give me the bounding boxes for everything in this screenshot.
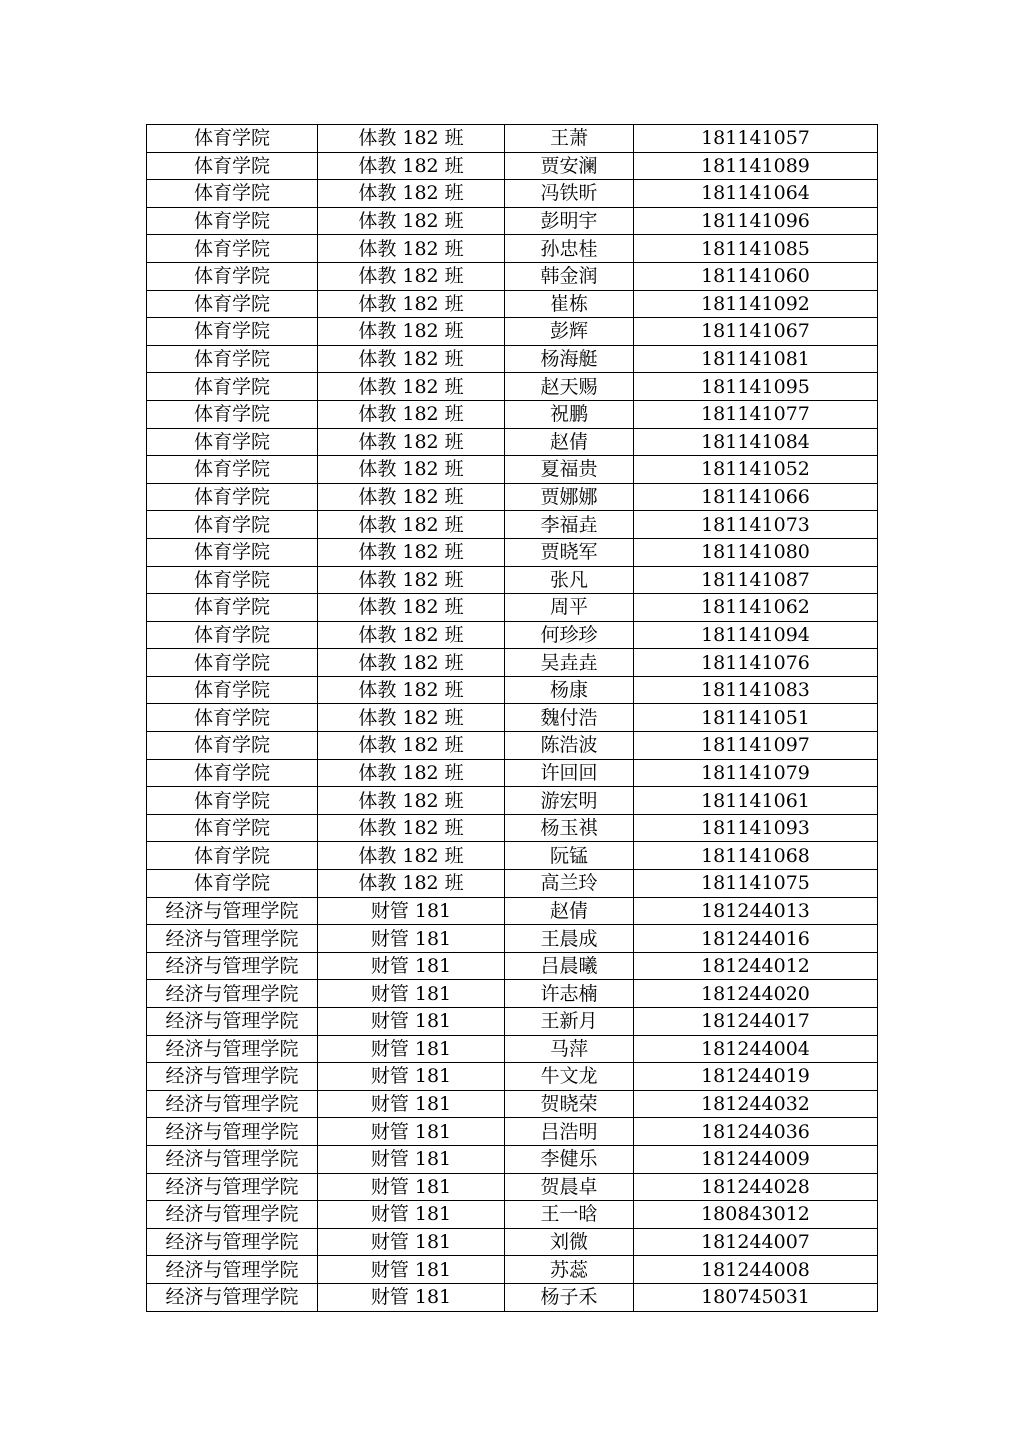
student-id-cell: 181141089 — [634, 152, 878, 180]
college-cell: 经济与管理学院 — [147, 1283, 318, 1311]
table-row — [147, 925, 878, 953]
class-cell: 财管 181 — [318, 1256, 505, 1284]
class-cell: 体教 182 班 — [318, 483, 505, 511]
student-name-cell: 许回回 — [505, 759, 634, 787]
table-row — [147, 428, 878, 456]
student-id-cell: 181244032 — [634, 1090, 878, 1118]
student-name-cell: 马萍 — [505, 1035, 634, 1063]
student-id-cell: 181244007 — [634, 1228, 878, 1256]
student-name-cell: 祝鹏 — [505, 400, 634, 428]
table-row — [147, 1008, 878, 1036]
student-id-cell: 181141076 — [634, 649, 878, 677]
college-cell: 体育学院 — [147, 262, 318, 290]
student-id-cell: 181244004 — [634, 1035, 878, 1063]
student-name-cell: 阮锰 — [505, 842, 634, 870]
college-cell: 经济与管理学院 — [147, 1256, 318, 1284]
class-cell: 财管 181 — [318, 1145, 505, 1173]
student-id-cell: 181244008 — [634, 1256, 878, 1284]
college-cell: 体育学院 — [147, 400, 318, 428]
table-row — [147, 952, 878, 980]
table-row — [147, 235, 878, 263]
table-row — [147, 1145, 878, 1173]
student-roster-table — [146, 124, 878, 1312]
student-id-cell: 181141087 — [634, 566, 878, 594]
student-id-cell: 181141052 — [634, 456, 878, 484]
student-name-cell: 刘微 — [505, 1228, 634, 1256]
class-cell: 体教 182 班 — [318, 125, 505, 153]
student-id-cell: 181141061 — [634, 787, 878, 815]
college-cell: 经济与管理学院 — [147, 1008, 318, 1036]
student-name-cell: 王一晗 — [505, 1201, 634, 1229]
college-cell: 体育学院 — [147, 345, 318, 373]
table-row — [147, 400, 878, 428]
class-cell: 财管 181 — [318, 1008, 505, 1036]
college-cell: 经济与管理学院 — [147, 1173, 318, 1201]
table-row — [147, 1228, 878, 1256]
student-name-cell: 杨玉祺 — [505, 814, 634, 842]
class-cell: 体教 182 班 — [318, 207, 505, 235]
class-cell: 财管 181 — [318, 897, 505, 925]
student-name-cell: 杨海艇 — [505, 345, 634, 373]
student-id-cell: 181244016 — [634, 925, 878, 953]
student-name-cell: 吕晨曦 — [505, 952, 634, 980]
class-cell: 财管 181 — [318, 1035, 505, 1063]
student-name-cell: 彭辉 — [505, 318, 634, 346]
table-row — [147, 1283, 878, 1311]
student-name-cell: 游宏明 — [505, 787, 634, 815]
table-row — [147, 290, 878, 318]
student-id-cell: 181244013 — [634, 897, 878, 925]
student-id-cell: 181141075 — [634, 870, 878, 898]
college-cell: 体育学院 — [147, 704, 318, 732]
student-name-cell: 崔栋 — [505, 290, 634, 318]
college-cell: 体育学院 — [147, 373, 318, 401]
student-name-cell: 杨康 — [505, 676, 634, 704]
table-row — [147, 842, 878, 870]
table-row — [147, 1173, 878, 1201]
table-row — [147, 456, 878, 484]
class-cell: 体教 182 班 — [318, 235, 505, 263]
student-id-cell: 181141073 — [634, 511, 878, 539]
student-name-cell: 张凡 — [505, 566, 634, 594]
college-cell: 体育学院 — [147, 483, 318, 511]
student-name-cell: 王萧 — [505, 125, 634, 153]
table-row — [147, 345, 878, 373]
college-cell: 体育学院 — [147, 125, 318, 153]
table-row — [147, 152, 878, 180]
student-name-cell: 赵倩 — [505, 897, 634, 925]
class-cell: 体教 182 班 — [318, 373, 505, 401]
table-row — [147, 1063, 878, 1091]
student-id-cell: 181141068 — [634, 842, 878, 870]
college-cell: 体育学院 — [147, 566, 318, 594]
table-row — [147, 980, 878, 1008]
college-cell: 体育学院 — [147, 621, 318, 649]
student-id-cell: 181141083 — [634, 676, 878, 704]
college-cell: 经济与管理学院 — [147, 925, 318, 953]
class-cell: 财管 181 — [318, 1118, 505, 1146]
student-id-cell: 181244019 — [634, 1063, 878, 1091]
student-name-cell: 王新月 — [505, 1008, 634, 1036]
class-cell: 体教 182 班 — [318, 870, 505, 898]
table-row — [147, 594, 878, 622]
college-cell: 体育学院 — [147, 207, 318, 235]
class-cell: 体教 182 班 — [318, 787, 505, 815]
college-cell: 体育学院 — [147, 759, 318, 787]
class-cell: 财管 181 — [318, 1090, 505, 1118]
student-id-cell: 181141095 — [634, 373, 878, 401]
college-cell: 体育学院 — [147, 511, 318, 539]
student-id-cell: 181141062 — [634, 594, 878, 622]
college-cell: 体育学院 — [147, 649, 318, 677]
college-cell: 体育学院 — [147, 235, 318, 263]
college-cell: 体育学院 — [147, 787, 318, 815]
student-name-cell: 贾安澜 — [505, 152, 634, 180]
class-cell: 体教 182 班 — [318, 345, 505, 373]
table-row — [147, 511, 878, 539]
student-id-cell: 180745031 — [634, 1283, 878, 1311]
student-id-cell: 181141064 — [634, 180, 878, 208]
table-row — [147, 704, 878, 732]
student-name-cell: 许志楠 — [505, 980, 634, 1008]
table-row — [147, 1035, 878, 1063]
college-cell: 经济与管理学院 — [147, 897, 318, 925]
class-cell: 体教 182 班 — [318, 262, 505, 290]
college-cell: 体育学院 — [147, 814, 318, 842]
table-row — [147, 759, 878, 787]
student-id-cell: 181244036 — [634, 1118, 878, 1146]
student-id-cell: 181141084 — [634, 428, 878, 456]
class-cell: 体教 182 班 — [318, 842, 505, 870]
student-id-cell: 181244012 — [634, 952, 878, 980]
student-id-cell: 181141094 — [634, 621, 878, 649]
student-name-cell: 冯铁昕 — [505, 180, 634, 208]
college-cell: 体育学院 — [147, 318, 318, 346]
class-cell: 体教 182 班 — [318, 511, 505, 539]
table-row — [147, 1201, 878, 1229]
student-name-cell: 高兰玲 — [505, 870, 634, 898]
student-id-cell: 181244009 — [634, 1145, 878, 1173]
table-row — [147, 621, 878, 649]
student-id-cell: 181141081 — [634, 345, 878, 373]
student-name-cell: 吴垚垚 — [505, 649, 634, 677]
student-id-cell: 181141066 — [634, 483, 878, 511]
student-id-cell: 181244017 — [634, 1008, 878, 1036]
class-cell: 财管 181 — [318, 1228, 505, 1256]
student-name-cell: 韩金润 — [505, 262, 634, 290]
student-name-cell: 李健乐 — [505, 1145, 634, 1173]
class-cell: 财管 181 — [318, 925, 505, 953]
student-name-cell: 夏福贵 — [505, 456, 634, 484]
college-cell: 经济与管理学院 — [147, 1145, 318, 1173]
table-row — [147, 1118, 878, 1146]
class-cell: 体教 182 班 — [318, 566, 505, 594]
student-name-cell: 陈浩波 — [505, 732, 634, 760]
college-cell: 体育学院 — [147, 842, 318, 870]
college-cell: 体育学院 — [147, 538, 318, 566]
table-row — [147, 676, 878, 704]
college-cell: 体育学院 — [147, 676, 318, 704]
table-row — [147, 125, 878, 153]
class-cell: 财管 181 — [318, 952, 505, 980]
student-name-cell: 彭明宇 — [505, 207, 634, 235]
college-cell: 体育学院 — [147, 180, 318, 208]
class-cell: 财管 181 — [318, 1173, 505, 1201]
college-cell: 体育学院 — [147, 290, 318, 318]
college-cell: 体育学院 — [147, 152, 318, 180]
student-id-cell: 181141079 — [634, 759, 878, 787]
table-row — [147, 732, 878, 760]
college-cell: 体育学院 — [147, 732, 318, 760]
college-cell: 经济与管理学院 — [147, 1063, 318, 1091]
student-id-cell: 181141096 — [634, 207, 878, 235]
class-cell: 体教 182 班 — [318, 732, 505, 760]
class-cell: 体教 182 班 — [318, 428, 505, 456]
student-name-cell: 王晨成 — [505, 925, 634, 953]
student-id-cell: 181141092 — [634, 290, 878, 318]
table-row — [147, 207, 878, 235]
table-row — [147, 897, 878, 925]
student-id-cell: 181141097 — [634, 732, 878, 760]
table-row — [147, 870, 878, 898]
college-cell: 体育学院 — [147, 870, 318, 898]
class-cell: 体教 182 班 — [318, 649, 505, 677]
table-row — [147, 649, 878, 677]
college-cell: 体育学院 — [147, 594, 318, 622]
college-cell: 经济与管理学院 — [147, 1118, 318, 1146]
class-cell: 体教 182 班 — [318, 180, 505, 208]
student-name-cell: 贾娜娜 — [505, 483, 634, 511]
student-name-cell: 牛文龙 — [505, 1063, 634, 1091]
college-cell: 经济与管理学院 — [147, 1035, 318, 1063]
student-name-cell: 贺晨卓 — [505, 1173, 634, 1201]
college-cell: 体育学院 — [147, 456, 318, 484]
student-id-cell: 181141057 — [634, 125, 878, 153]
student-name-cell: 赵倩 — [505, 428, 634, 456]
student-name-cell: 苏蕊 — [505, 1256, 634, 1284]
class-cell: 财管 181 — [318, 1063, 505, 1091]
student-name-cell: 赵天赐 — [505, 373, 634, 401]
table-row — [147, 483, 878, 511]
table-row — [147, 538, 878, 566]
college-cell: 经济与管理学院 — [147, 980, 318, 1008]
table-row — [147, 373, 878, 401]
student-name-cell: 杨子禾 — [505, 1283, 634, 1311]
table-row — [147, 180, 878, 208]
class-cell: 体教 182 班 — [318, 704, 505, 732]
class-cell: 体教 182 班 — [318, 152, 505, 180]
student-id-cell: 180843012 — [634, 1201, 878, 1229]
class-cell: 体教 182 班 — [318, 814, 505, 842]
table-row — [147, 1090, 878, 1118]
college-cell: 经济与管理学院 — [147, 1201, 318, 1229]
table-row — [147, 262, 878, 290]
college-cell: 体育学院 — [147, 428, 318, 456]
table-row — [147, 566, 878, 594]
student-id-cell: 181141060 — [634, 262, 878, 290]
student-id-cell: 181141051 — [634, 704, 878, 732]
table-row — [147, 318, 878, 346]
class-cell: 体教 182 班 — [318, 759, 505, 787]
student-id-cell: 181141077 — [634, 400, 878, 428]
class-cell: 体教 182 班 — [318, 400, 505, 428]
class-cell: 体教 182 班 — [318, 594, 505, 622]
student-name-cell: 孙忠桂 — [505, 235, 634, 263]
student-id-cell: 181141067 — [634, 318, 878, 346]
class-cell: 体教 182 班 — [318, 538, 505, 566]
student-name-cell: 李福垚 — [505, 511, 634, 539]
student-name-cell: 魏付浩 — [505, 704, 634, 732]
class-cell: 体教 182 班 — [318, 456, 505, 484]
student-name-cell: 贺晓荣 — [505, 1090, 634, 1118]
student-name-cell: 贾晓军 — [505, 538, 634, 566]
class-cell: 体教 182 班 — [318, 290, 505, 318]
student-name-cell: 吕浩明 — [505, 1118, 634, 1146]
college-cell: 经济与管理学院 — [147, 1228, 318, 1256]
student-id-cell: 181141085 — [634, 235, 878, 263]
class-cell: 体教 182 班 — [318, 318, 505, 346]
student-id-cell: 181244020 — [634, 980, 878, 1008]
class-cell: 体教 182 班 — [318, 621, 505, 649]
college-cell: 经济与管理学院 — [147, 952, 318, 980]
class-cell: 财管 181 — [318, 980, 505, 1008]
table-row — [147, 787, 878, 815]
college-cell: 经济与管理学院 — [147, 1090, 318, 1118]
student-name-cell: 周平 — [505, 594, 634, 622]
student-name-cell: 何珍珍 — [505, 621, 634, 649]
class-cell: 财管 181 — [318, 1283, 505, 1311]
table-row — [147, 814, 878, 842]
student-id-cell: 181244028 — [634, 1173, 878, 1201]
class-cell: 体教 182 班 — [318, 676, 505, 704]
student-id-cell: 181141080 — [634, 538, 878, 566]
student-id-cell: 181141093 — [634, 814, 878, 842]
class-cell: 财管 181 — [318, 1201, 505, 1229]
roster-table-body — [147, 125, 878, 1312]
table-row — [147, 1256, 878, 1284]
